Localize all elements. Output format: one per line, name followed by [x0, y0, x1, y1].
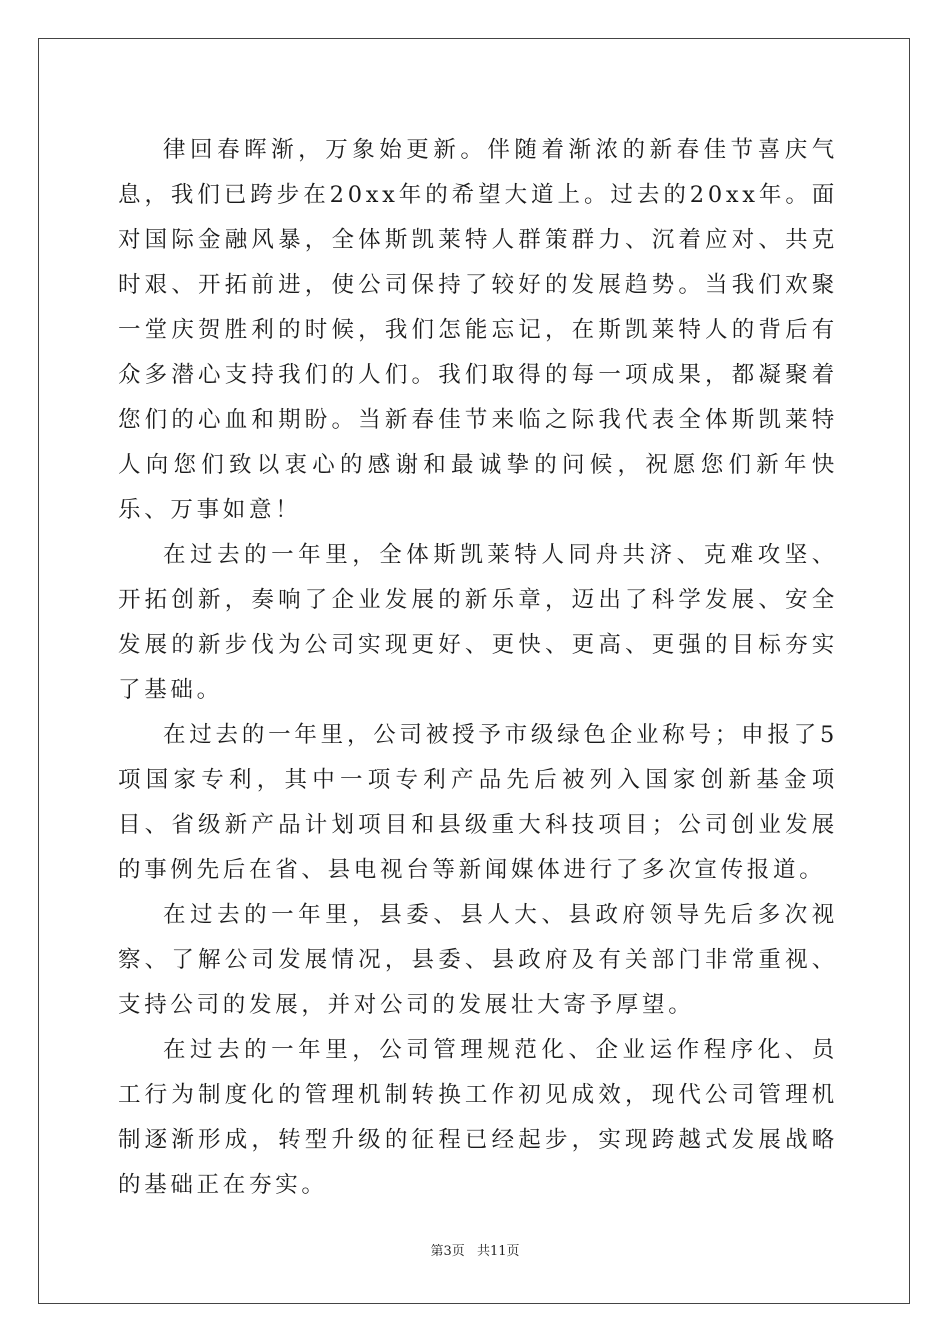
page-number: 第3页 [430, 1244, 465, 1259]
paragraph-2: 在过去的一年里，全体斯凯莱特人同舟共济、克难攻坚、开拓创新，奏响了企业发展的新乐章，迈出了科学发展、安全发展的新步伐为公司实现更好、更快、更高、更强的目标夯实了基础。 [118, 542, 838, 703]
paragraph-1: 律回春晖渐，万象始更新。伴随着渐浓的新春佳节喜庆气息，我们已跨步在20xx年的希望大道上。过去的20xx年。面对国际金融风暴，全体斯凯莱特人群策群力、沉着应对、共克时艰、开拓前进，使公司保持了较好的发展趋势。当我们欢聚一堂庆贺胜利的时候，我们怎能忘记，在斯凯莱特人的背后有众多潜心支持我们的人们。我们取得的每一项成果，都凝聚着您们的心血和期盼。当新春佳节来临之际我代表全体斯凯莱特人向您们致以衷心的感谢和最诚挚的问候，祝愿您们新年快乐、万事如意！ [118, 137, 838, 523]
paragraph-3: 在过去的一年里，公司被授予市级绿色企业称号；申报了5项国家专利，其中一项专利产品先后被列入国家创新基金项目、省级新产品计划项目和县级重大科技项目；公司创业发展的事例先后在省、县电视台等新闻媒体进行了多次宣传报道。 [118, 722, 838, 883]
paragraph-5: 在过去的一年里，公司管理规范化、企业运作程序化、员工行为制度化的管理机制转换工作初见成效，现代公司管理机制逐渐形成，转型升级的征程已经起步，实现跨越式发展战略的基础正在夯实。 [118, 1037, 838, 1198]
paragraph-4: 在过去的一年里，县委、县人大、县政府领导先后多次视察、了解公司发展情况，县委、县政府及有关部门非常重视、支持公司的发展，并对公司的发展壮大寄予厚望。 [118, 902, 838, 1018]
page-footer [0, 1240, 950, 1259]
total-pages: 共11页 [476, 1244, 520, 1259]
document-body [118, 128, 838, 1208]
